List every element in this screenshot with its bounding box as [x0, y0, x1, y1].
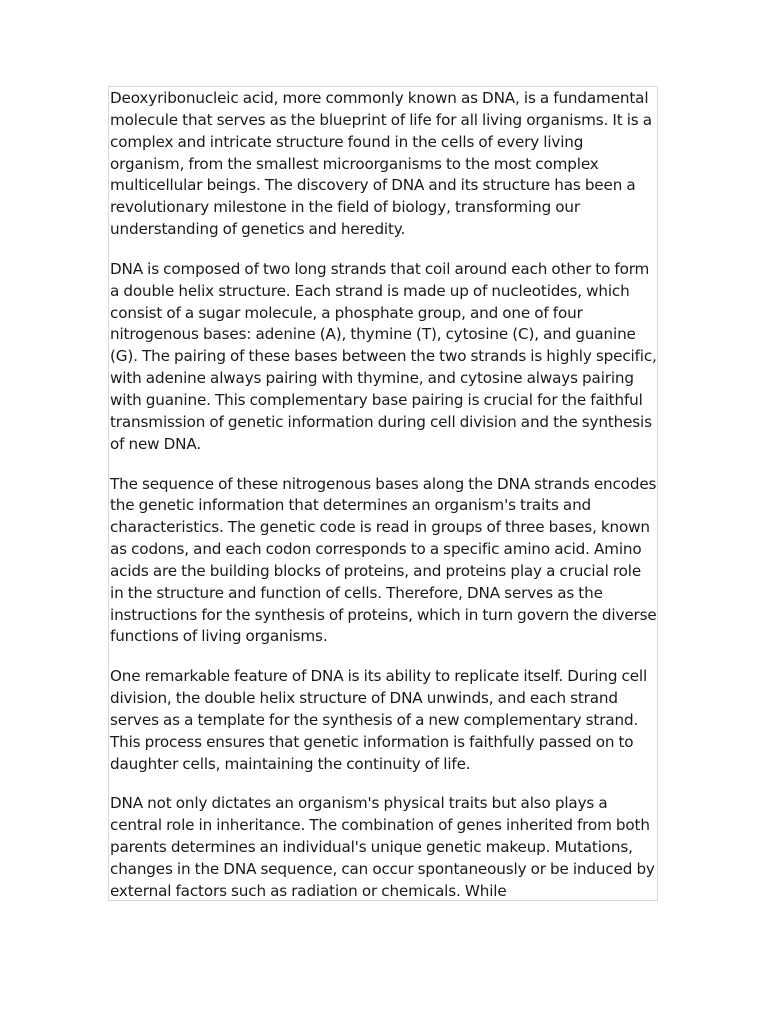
- paragraph-1: Deoxyribonucleic acid, more commonly known as DNA, is a fundamental molecule that serves as the blueprint of life for all living organisms. It is a complex and intricate structure found in the cells of every living organism, from the smallest microorganisms to the most complex multicellular beings. The discovery of DNA and its structure has been a revolutionary milestone in the field of biology, transforming our understanding of genetics and heredity.: [110, 89, 652, 239]
- paragraph-3: The sequence of these nitrogenous bases along the DNA strands encodes the genetic information that determines an organism's traits and characteristics. The genetic code is read in groups of three bases, known as codons, and each codon corresponds to a specific amino acid. Amino acids are the building blocks of proteins, and proteins play a crucial role in the structure and function of cells. Therefore, DNA serves as the instructions for the synthesis of proteins, which in turn govern the diverse functions of living organisms.: [110, 474, 657, 646]
- paragraph-5: DNA not only dictates an organism's physical traits but also plays a central role in inheritance. The combination of genes inherited from both parents determines an individual's unique genetic makeup. Mutations, changes in the DNA sequence, can occur spontaneously or be induced by external factors such as radiation or chemicals. While: [110, 794, 655, 900]
- paragraph-2: DNA is composed of two long strands that coil around each other to form a double helix structure. Each strand is made up of nucleotides, which consist of a sugar molecule, a phosphate group, and one of four nitrogenous bases: adenine (A), thymine (T), cytosine (C), and guanine (G). The pairing of these bases between the two strands is highly specific, with adenine always pairing with thymine, and cytosine always pairing with guanine. This complementary base pairing is crucial for the faithful transmission of genetic information during cell division and the synthesis of new DNA.: [110, 259, 657, 453]
- paragraph-4: One remarkable feature of DNA is its ability to replicate itself. During cell division, the double helix structure of DNA unwinds, and each strand serves as a template for the synthesis of a new complementary strand. This process ensures that genetic information is faithfully passed on to daughter cells, maintaining the continuity of life.: [110, 667, 648, 773]
- text-frame: [108, 86, 658, 901]
